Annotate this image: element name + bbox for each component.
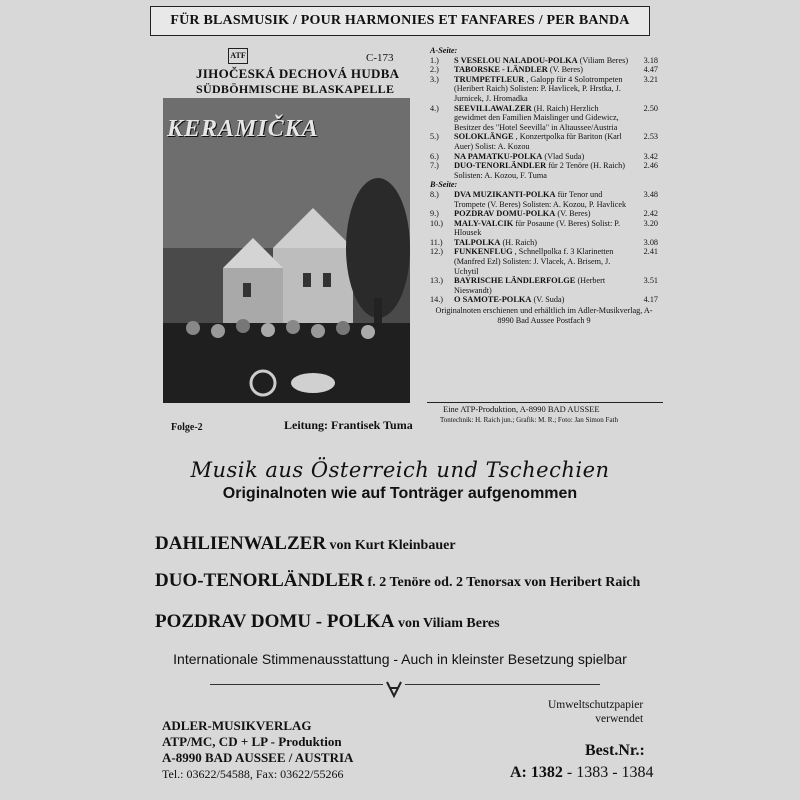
track-duration: 3.51 [643,276,658,286]
track-info: für Posaune (V. Beres) Solist: P. Hlousek [454,218,621,238]
catalog-number: C-173 [366,52,394,64]
track-text [454,276,632,295]
order-numbers [510,764,654,782]
track-title: TALPOLKA [454,237,501,247]
track-text [454,132,632,151]
track-number: 12.) [430,247,443,257]
track-row [430,276,658,295]
track-title: TRUMPETFLEUR [454,74,525,84]
track-title: MALY-VALCIK [454,218,514,228]
band-name-german: SÜDBÖHMISCHE BLASKAPELLE [196,82,395,96]
top-banner: FÜR BLASMUSIK / POUR HARMONIES ET FANFARES / PER BANDA [150,6,650,36]
publisher-name: ADLER-MUSIKVERLAG [162,718,312,733]
piece-pozdrav-domu [155,611,500,633]
track-info: (Vlad Suda) [544,151,585,161]
track-row [430,152,658,162]
track-text [454,190,632,209]
divider [210,684,600,685]
side-a-tracks [430,56,658,181]
track-text [454,238,632,248]
track-info: (V. Beres) [557,209,591,219]
track-text [454,247,632,276]
track-duration: 4.17 [643,295,658,305]
subline: Originalnoten wie auf Tonträger aufgenommen [222,485,578,502]
piece-composer: f. 2 Tenöre od. 2 Tenorsax von Heribert Raich [364,575,641,590]
subtitle: Musik aus Österreich und Tschechien [190,458,610,482]
track-title: NA PAMATKU-POLKA [454,151,543,161]
track-number: 13.) [430,276,443,286]
original-notes-note: Originalnoten erschienen und erhältlich im Adler-Musikverlag, A-8990 Bad Aussee Postfach 9 [435,306,653,325]
publisher-production: ATP/MC, CD + LP - Produktion [162,734,342,749]
piece-title: POZDRAV DOMU - POLKA [155,611,395,632]
leitung-label: Leitung: Frantisek Tuma [284,418,413,432]
track-duration: 2.41 [643,247,658,257]
side-b-tracks [430,190,658,305]
track-row [430,190,658,209]
band-photo [163,98,410,403]
publisher-block [162,718,353,782]
track-row [430,65,658,75]
band-photo-image [163,98,410,403]
track-title: BAYRISCHE LÄNDLERFOLGE [454,276,576,286]
track-row [430,247,658,276]
track-duration: 3.42 [643,151,658,161]
track-info: , Galopp für 4 Solotrompeten (Heribert Raich) Solisten: P. Havlicek, P. Hrstka, J. Jurnicek, J. Hromadka [454,74,623,103]
track-info: (H. Raich) [502,237,537,247]
track-number: 14.) [430,295,443,305]
track-text [454,56,632,66]
track-number: 10.) [430,218,443,228]
order-number-a: A: 1382 [510,764,563,781]
side-b-heading: B-Seite: [430,180,458,190]
track-duration: 4.47 [643,65,658,75]
track-text [454,75,632,104]
piece-composer: von Viliam Beres [394,616,500,631]
track-number: 8.) [430,189,439,199]
track-number: 9.) [430,209,439,219]
track-row [430,161,658,180]
track-duration: 3.21 [643,74,658,84]
track-text [454,104,632,133]
track-title: O SAMOTE-POLKA [454,295,532,305]
atf-logo: ATF [228,48,248,64]
track-row [430,132,658,151]
track-text [454,295,632,305]
track-duration: 3.48 [643,189,658,199]
track-number: 5.) [430,132,439,142]
track-number: 11.) [430,237,443,247]
track-row [430,295,658,305]
track-duration: 3.08 [643,237,658,247]
track-info: (V. Beres) [549,65,583,75]
track-info: für 2 Tenöre (H. Raich) Solisten: A. Kozou, F. Tuma [454,161,625,180]
publisher-contact: Tel.: 03622/54588, Fax: 03622/55266 [162,767,344,781]
side-a-heading: A-Seite: [430,46,458,55]
credits-line: Tontechnik: H. Raich jun.; Grafik: M. R.; Foto: Jan Simon Fath [440,416,619,424]
track-info: , Schnellpolka f. 3 Klarinetten (Manfred Ezl) Solisten: J. Vlacek, A. Brisem, J. Uchytil [454,247,614,276]
track-text [454,209,632,219]
folge-label: Folge-2 [171,422,203,433]
track-row [430,104,658,133]
band-name-czech: JIHOČESKÁ DECHOVÁ HUDBA [196,66,400,81]
track-duration: 3.18 [643,55,658,65]
track-number: 4.) [430,103,439,113]
order-number-rest: - 1383 - 1384 [562,764,654,781]
track-duration: 2.50 [643,103,658,113]
track-text [454,161,632,180]
piece-title: DAHLIENWALZER [155,533,327,554]
track-row [430,238,658,248]
track-number: 2.) [430,65,439,75]
track-info: (Herbert Nieswandt) [454,276,606,295]
piece-duo-tenorlaendler [155,570,640,592]
track-title: FUNKENFLUG [454,247,513,257]
track-info: (Viliam Beres) [579,55,629,65]
track-title: TABORSKE - LÄNDLER [454,65,548,75]
piece-title: DUO-TENORLÄNDLER [155,570,365,591]
track-info: für Tenor und Trompete (V. Beres) Solisten: A. Kozou, P. Havlicek [454,189,627,209]
eco-paper-line-1: Umweltschutzpapier [548,699,644,711]
track-row [430,75,658,104]
track-text [454,65,632,75]
tracklist [430,46,658,325]
track-number: 1.) [430,55,439,65]
adler-emblem-icon [383,676,405,702]
track-title: SEEVILLAWALZER [454,103,532,113]
publisher-address: A-8990 BAD AUSSEE / AUSTRIA [162,750,354,765]
track-title: DVA MUZIKANTI-POLKA [454,189,556,199]
track-duration: 3.20 [643,218,658,228]
track-row [430,209,658,219]
piece-composer: von Kurt Kleinbauer [326,538,456,553]
eco-paper-note [548,698,643,726]
production-line: Eine ATP-Produktion, A-8990 BAD AUSSEE [443,404,600,414]
track-duration: 2.42 [643,209,658,219]
track-number: 6.) [430,151,439,161]
track-duration: 2.46 [643,161,658,171]
track-text [454,219,632,238]
album-title: KERAMIČKA [167,116,319,142]
eco-paper-line-2: verwendet [595,713,644,725]
track-title: POZDRAV DOMU-POLKA [454,209,556,219]
track-title: DUO-TENORLÄNDLER [454,161,547,171]
instrumentation-note: Internationale Stimmenausstattung - Auch in kleinster Besetzung spielbar [173,651,627,667]
track-title: SOLOKLÄNGE [454,132,514,142]
piece-dahlienwalzer [155,533,456,555]
track-info: , Konzertpolka für Bariton (Karl Auer) Solist: A. Kozou [454,132,622,151]
track-number: 7.) [430,161,439,171]
track-row [430,219,658,238]
track-text [454,152,632,162]
track-row [430,56,658,66]
track-title: S VESELOU NALADOU-POLKA [454,55,578,65]
track-info: (H. Raich) Herzlich gewidmet den Familien Maislinger und Gidewicz, Besitzer des "Hotel Seevilla" in Altaussee/Austria [454,103,619,132]
track-number: 3.) [430,74,439,84]
track-info: (V. Suda) [533,295,565,305]
track-duration: 2.53 [643,132,658,142]
order-number-label: Best.Nr.: [585,742,645,759]
